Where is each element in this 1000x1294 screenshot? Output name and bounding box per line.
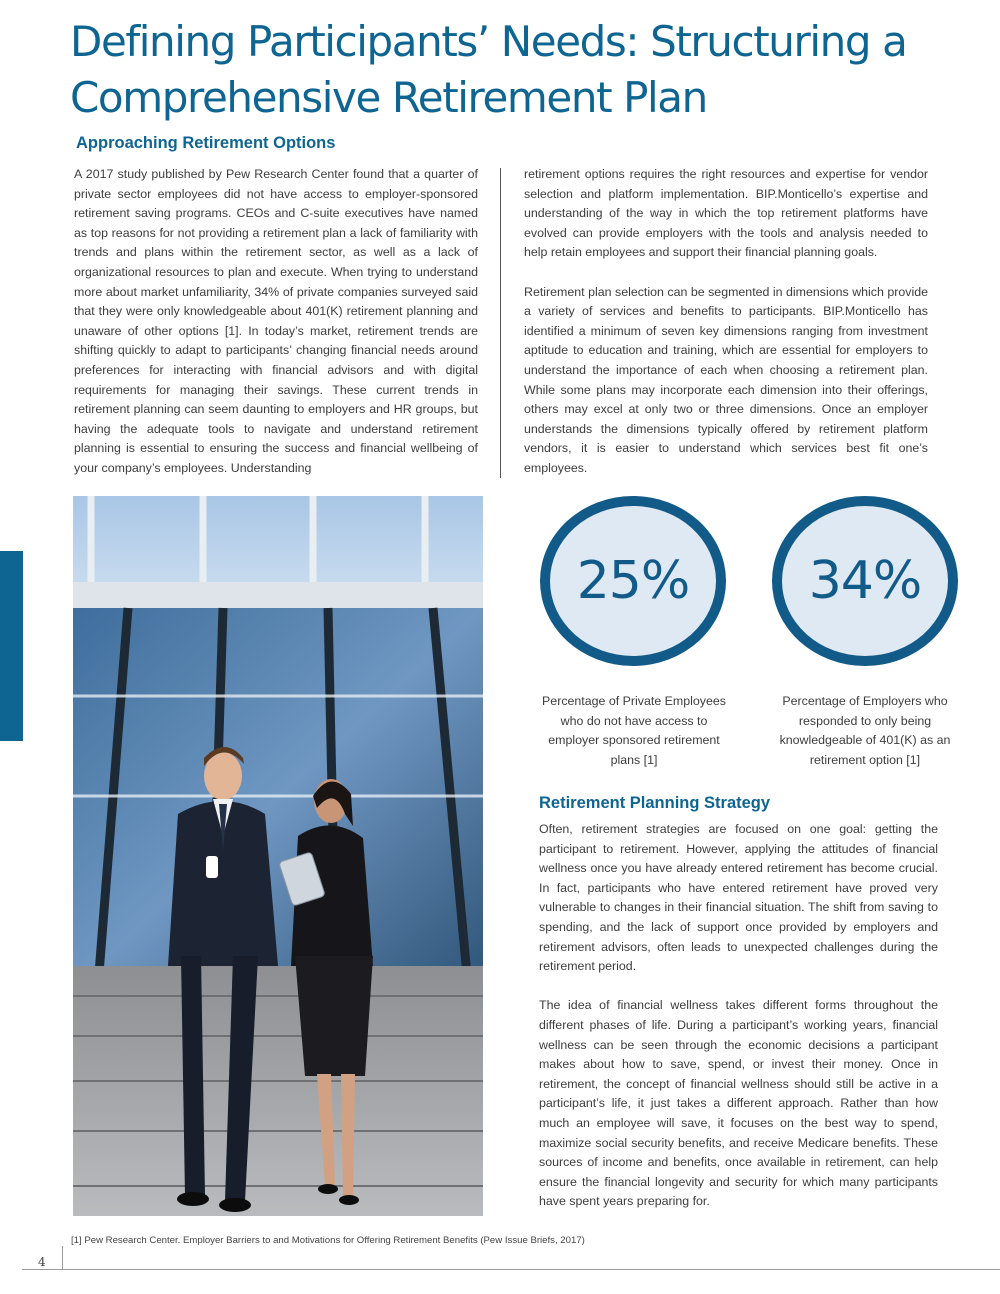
page-footer-rule — [22, 1269, 1000, 1270]
stat-caption: Percentage of Employers who responded to only being knowledgeable of 401(K) as an retirement option [1] — [779, 694, 951, 767]
body-column-strategy — [539, 820, 938, 1212]
business-people-photo — [73, 496, 483, 1216]
paragraph: A 2017 study published by Pew Research Center found that a quarter of private sector employees did not have access to employer-sponsored retirement saving programs. CEOs and C-suite executives have named as top reasons for not providing a retirement plan a lack of familiarity with trends and plans within the retirement sector, as well as a lack of organizational resources to plan and execute. When trying to understand more about market unfamiliarity, 34% of private companies surveyed said that they were only knowledgeable about 401(K) retirement planning and unaware of other options [1]. In today’s market, retirement trends are shifting quickly to adapt to participants’ changing financial needs around preferences for interacting with financial advisors and with digital requirements for managing their savings. These current trends in retirement planning can seem daunting to employers and HR groups, but having the adequate tools to navigate and understand retirement planning is essential to ensuring the success and financial wellbeing of your company’s employees. Understanding — [74, 167, 478, 475]
page-number: 4 — [38, 1255, 46, 1269]
paragraph: retirement options requires the right resources and expertise for vendor selection and platform implementation. BIP.Monticello’s expertise and understanding of the way in which the top retirement platforms have evolved can provide employers with the tools and analysis needed to help retain employees and support their financial planning goals. — [524, 167, 928, 260]
stat-circle-25 — [540, 496, 726, 666]
paragraph: The idea of financial wellness takes different forms throughout the different phases of life. During a participant’s working years, financial wellness can be seen through the economic decisions a participant makes about how to save, spend, or invest their money. Once in retirement, the concept of financial wellness should still be active in a participant’s life, it just takes a different approach. Rather than how much an employee will save, it focuses on the best way to spend, maximize social security benefits, and receive Medicare benefits. These sources of income and benefits, once available in retirement, can help ensure the financial longevity and security for which many participants have spent years preparing for. — [539, 998, 938, 1209]
side-accent-bar — [0, 551, 23, 741]
section-heading-strategy: Retirement Planning Strategy — [539, 794, 771, 812]
paragraph: Retirement plan selection can be segmented in dimensions which provide a variety of services and benefits to participants. BIP.Monticello has identified a minimum of seven key dimensions ranging from investment aptitude to education and training, which are essential for employers to understand the importance of each when choosing a retirement plan. While some plans may incorporate each dimension into their offerings, others may excel at only two or three dimensions. Once an employer understands the dimensions typically offered by retirement platform vendors, it is easier to understand which services best fit one’s employees. — [524, 284, 928, 475]
body-column-left — [74, 165, 478, 479]
column-divider — [500, 168, 501, 478]
paragraph: Often, retirement strategies are focused on one goal: getting the participant to retirement. However, applying the attitudes of financial wellness once you have already entered retirement has become crucial. In fact, participants who have entered retirement have proved very vulnerable to changes in their financial situation. The shift from saving to spending, and the lack of support once provided by employers and retirement advisors, often leads to unexpected challenges during the retirement period. — [539, 822, 938, 974]
page-title: Defining Participants’ Needs: Structuring a Comprehensive Retirement Plan — [70, 17, 907, 122]
body-column-right — [524, 165, 928, 479]
page-footer-tick — [62, 1246, 63, 1270]
section-heading-approaching: Approaching Retirement Options — [76, 134, 336, 152]
stat-value: 34% — [808, 551, 922, 611]
stat-value: 25% — [576, 551, 690, 611]
stat-caption: Percentage of Private Employees who do not have access to employer sponsored retirement plans [1] — [542, 694, 726, 767]
stat-circle-34 — [772, 496, 958, 666]
footnote: [1] Pew Research Center. Employer Barriers to and Motivations for Offering Retirement Benefits (Pew Issue Briefs, 2017) — [71, 1235, 585, 1246]
